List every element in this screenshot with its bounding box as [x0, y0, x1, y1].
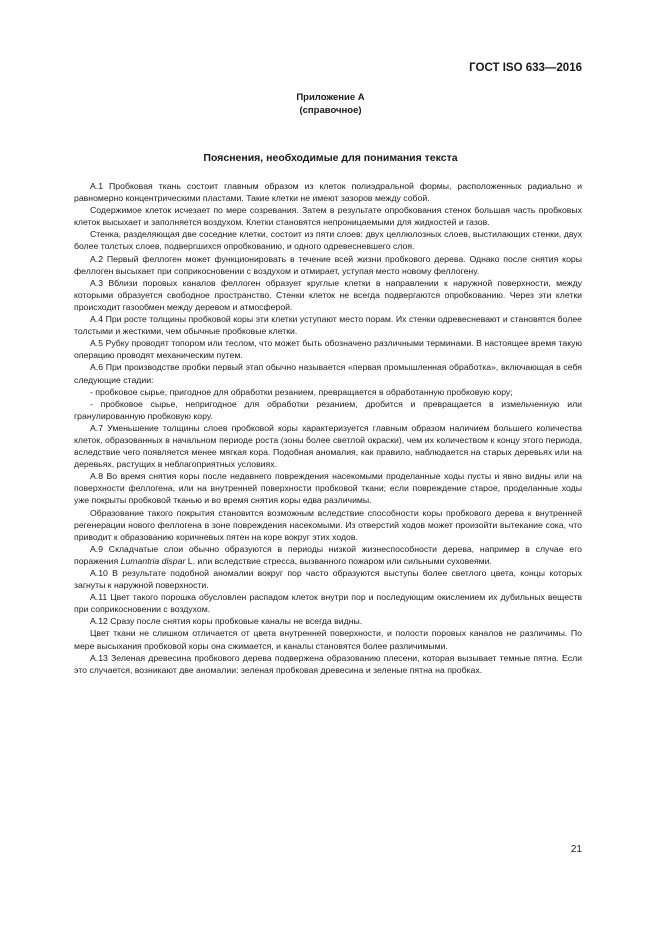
paragraph-a13: А.13 Зеленая древесина пробкового дерева подвержена образованию плесени, которая вызывает темные пятна. Если это случается, возникают две аномалии: зеленая пробковая древесина и зеленые пятна на пробках.	[74, 652, 582, 675]
paragraph-a1-wall: Стенка, разделяющая две соседние клетки, состоит из пяти слоев: двух целлюлозных слоев, выстилающих стенки, двух более толстых слоев, подвергшихся опробкованию, и одного одревесневшего слоя.	[74, 229, 582, 252]
paragraph-a12-color: Цвет ткани не слишком отличается от цвета внутренней поверхности, и полости поровых каналов не различимы. По мере высыхания пробковой коры она сжимается, и каналы становятся более различимыми.	[74, 628, 582, 651]
list-item: - пробковое сырье, пригодное для обработки резанием, превращается в обработанную пробковую кору;	[90, 386, 513, 397]
paragraph-a1-contents: Содержимое клеток исчезает по мере созревания. Затем в результате опробкования стенок большая часть пробковых клеток высыхает и заполняется воздухом. Клетки становятся непроницаемыми для жидкостей и газов.	[74, 205, 582, 228]
document-body	[74, 180, 582, 676]
paragraph-a4: А.4 При росте толщины пробковой коры эти клетки уступают место порам. Их стенки одревесневают и становятся более толстыми и жесткими, чем обычные пробковые клетки.	[74, 314, 582, 337]
page-number: 21	[570, 844, 582, 855]
species-name: Lumantria dispar	[120, 555, 186, 566]
annex-note: (справочное)	[299, 104, 362, 116]
paragraph-a2: А.2 Первый феллоген может функционировать в течение всей жизни пробкового дерева. Однако после снятия коры феллоген высыхает при соприкосновении с воздухом и отмирает, уступая место новому феллогену.	[74, 253, 582, 276]
paragraph-a7: А.7 Уменьшение толщины слоев пробковой коры характеризуется главным образом наличием большего количества клеток, образованных в начальном периоде роста (зоны более светлой окраски), чем их количеством к концу этого периода, вследствие чего появляется менее мягкая кора. Подобная аномалия, как правило, наблюдается на старых деревьях или на деревьях, растущих в неблагоприятных условиях.	[74, 422, 582, 470]
paragraph-a8-cover: Образование такого покрытия становится возможным вследствие способности коры пробкового дерева к внутренней регенерации нового феллогена в зоне повреждения насекомыми. Из отверстий ходов может произойти вытекание сока, что приводит к образованию коричневых пятен на коре вокруг этих ходов.	[74, 507, 582, 542]
paragraph-a9	[74, 543, 582, 567]
section-title: Пояснения, необходимые для понимания текста	[203, 152, 458, 164]
paragraph-a11: А.11 Цвет такого порошка обусловлен распадом клеток внутри пор и последующим окислением их дубильных веществ при соприкосновении с воздухом.	[74, 592, 582, 615]
annex-title: Приложение А	[296, 92, 365, 103]
list-item: - пробковое сырье, непригодное для обработки резанием, дробится и превращается в измельченную или гранулированную пробковую кору.	[74, 398, 582, 421]
paragraph-a10: А.10 В результате подобной аномалии вокруг пор часто образуются выступы более светлого цвета, концы которых загнуты к наружной поверхности.	[74, 568, 582, 591]
annex-heading	[0, 92, 661, 117]
paragraph-a3: А.3 Вблизи поровых каналов феллоген образует круглые клетки в направлении к наружной поверхности, между которыми образуется свободное пространство. Стенки клеток не всегда подвергаются опробкованию. Через эти клетки происходит газообмен между деревом и атмосферой.	[74, 277, 582, 312]
paragraph-a9-end: L. или вследствие стресса, вызванного пожаром или сильными суховеями.	[185, 555, 492, 566]
paragraph-a1: А.1 Пробковая ткань состоит главным образом из клеток полиэдральной формы, расположенных радиально и равномерно концентрическими пластами. Такие клетки не имеют зазоров между собой.	[74, 181, 582, 204]
paragraph-a6: А.6 При производстве пробки первый этап обычно называется «первая промышленная обработка», включающая в себя следующие стадии:	[74, 362, 582, 385]
paragraph-a12: А.12 Сразу после снятия коры пробковые каналы не всегда видны.	[90, 616, 363, 627]
paragraph-a8: А.8 Во время снятия коры после недавнего повреждения насекомыми проделанные ходы пусты и явно видны или на поверхности феллогена, или на внутренней поверхности пробковой ткани; если повреждение старое, проделанные ходы уже покрыты пробковой тканью и во время снятия коры едва различимы.	[74, 471, 582, 506]
paragraph-a5: А.5 Рубку проводят топором или теслом, что может быть обозначено различными терминами. В настоящее время такую операцию проводят механическим путем.	[74, 338, 582, 361]
standard-designation: ГОСТ ISO 633—2016	[469, 62, 582, 74]
paragraph-a9-start: А.9 Складчатые слои обычно образуются в периоды низкой жизнеспособности дерева, например в случае его поражения	[74, 543, 582, 566]
